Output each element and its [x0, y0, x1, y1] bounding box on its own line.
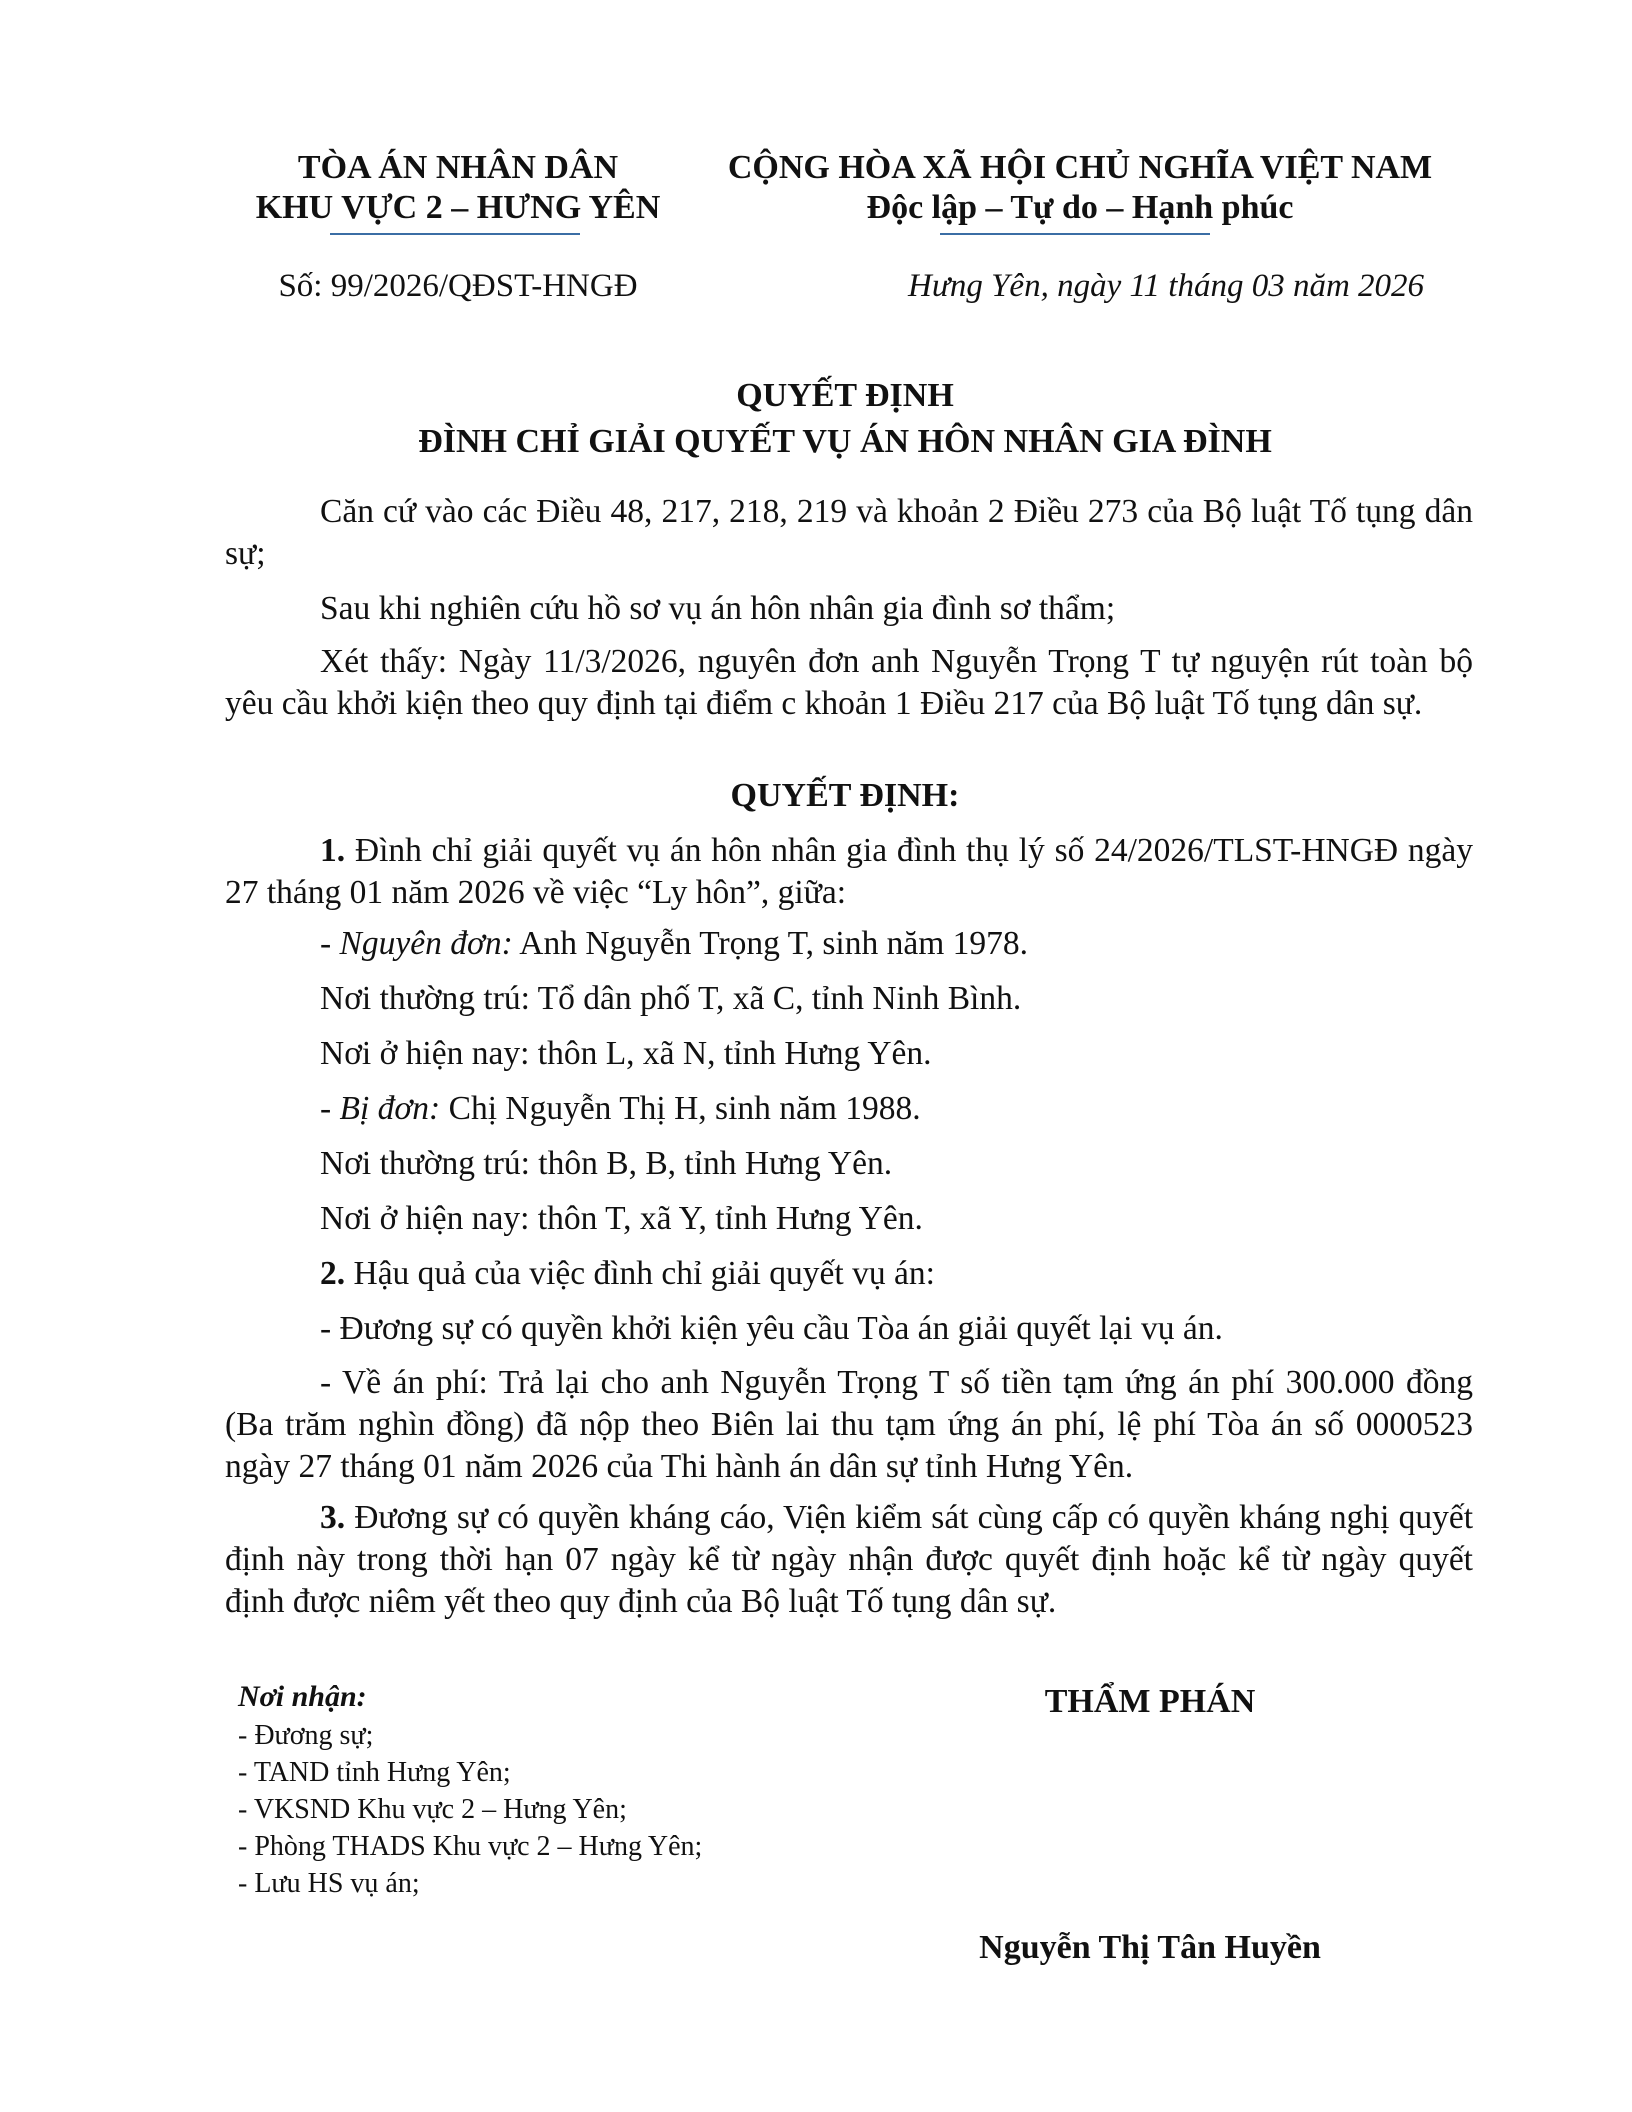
signer-name: Nguyễn Thị Tân Huyền: [979, 1929, 1321, 1966]
place-date: Hưng Yên, ngày 11 tháng 03 năm 2026: [908, 268, 1425, 304]
considering: Xét thấy: Ngày 11/3/2026, nguyên đơn anh Nguyễn Trọng T tự nguyện rút toàn bộ yêu cầu khởi kiện theo quy định tại điểm c khoản 1 Điều 217 của Bộ luật Tố tụng dân sự.: [225, 643, 1473, 722]
after-review: Sau khi nghiên cứu hồ sơ vụ án hôn nhân gia đình sơ thẩm;: [320, 590, 1116, 627]
document-number: Số: 99/2026/QĐST-HNGĐ: [278, 268, 638, 304]
nation-title: CỘNG HÒA XÃ HỘI CHỦ NGHĨA VIỆT NAM: [727, 149, 1433, 186]
recipient-item: - Đương sự;: [238, 1720, 374, 1751]
plaintiff-value: Anh Nguyễn Trọng T, sinh năm 1978.: [512, 925, 1029, 962]
court-name-line1: TÒA ÁN NHÂN DÂN: [297, 149, 619, 186]
decision-title: QUYẾT ĐỊNH: [736, 377, 954, 414]
court-fee: - Về án phí: Trả lại cho anh Nguyễn Trọng T số tiền tạm ứng án phí 300.000 đồng (Ba trăm nghìn đồng) đã nộp theo Biên lai thu tạm ứng án phí, lệ phí Tòa án số 0000523 ngày 27 tháng 01 năm 2026 của Thi hành án dân sự tỉnh Hưng Yên.: [225, 1364, 1473, 1485]
item-1-number: 1.: [320, 832, 346, 869]
recipient-item: - TAND tỉnh Hưng Yên;: [238, 1757, 511, 1788]
plaintiff-label: Nguyên đơn:: [339, 925, 513, 962]
defendant: [320, 1090, 921, 1128]
plaintiff: [320, 925, 1028, 963]
item-2-text: Hậu quả của việc đình chỉ giải quyết vụ án:: [345, 1255, 935, 1292]
defendant-value: Chị Nguyễn Thị H, sinh năm 1988.: [440, 1090, 921, 1127]
plaintiff-residence: Nơi thường trú: Tổ dân phố T, xã C, tỉnh Ninh Bình.: [320, 980, 1022, 1017]
motto-underline: [940, 233, 1210, 235]
court-underline: [330, 233, 580, 235]
item-2: [320, 1255, 935, 1293]
item-1-text: Đình chỉ giải quyết vụ án hôn nhân gia đình thụ lý số 24/2026/TLST-HNGĐ ngày 27 tháng 01 năm 2026 về việc “Ly hôn”, giữa:: [225, 832, 1473, 911]
plaintiff-prefix: -: [320, 925, 340, 962]
recipient-item: - Phòng THADS Khu vực 2 – Hưng Yên;: [238, 1831, 703, 1862]
decision-subtitle: ĐÌNH CHỈ GIẢI QUYẾT VỤ ÁN HÔN NHÂN GIA ĐÌNH: [418, 423, 1272, 460]
legal-basis: Căn cứ vào các Điều 48, 217, 218, 219 và khoản 2 Điều 273 của Bộ luật Tố tụng dân sự;: [225, 493, 1473, 572]
defendant-label: Bị đơn:: [339, 1090, 441, 1127]
defendant-current-address: Nơi ở hiện nay: thôn T, xã Y, tỉnh Hưng Yên.: [320, 1200, 923, 1237]
item-1: [225, 830, 1473, 914]
recipients-title: Nơi nhận:: [238, 1680, 367, 1713]
item-3-number: 3.: [320, 1499, 346, 1536]
recipient-item: - VKSND Khu vực 2 – Hưng Yên;: [238, 1794, 627, 1825]
right-to-resue: - Đương sự có quyền khởi kiện yêu cầu Tòa án giải quyết lại vụ án.: [320, 1310, 1223, 1347]
decision-heading: QUYẾT ĐỊNH:: [730, 777, 960, 814]
court-name-line2: KHU VỰC 2 – HƯNG YÊN: [255, 189, 661, 226]
plaintiff-current-address: Nơi ở hiện nay: thôn L, xã N, tỉnh Hưng Yên.: [320, 1035, 932, 1072]
recipient-item: - Lưu HS vụ án;: [238, 1868, 420, 1899]
item-3: [225, 1497, 1473, 1623]
nation-motto: Độc lập – Tự do – Hạnh phúc: [866, 189, 1294, 226]
defendant-residence: Nơi thường trú: thôn B, B, tỉnh Hưng Yên.: [320, 1145, 893, 1182]
defendant-prefix: -: [320, 1090, 340, 1127]
signature-title: THẨM PHÁN: [1044, 1683, 1256, 1720]
item-2-number: 2.: [320, 1255, 346, 1292]
item-3-text: Đương sự có quyền kháng cáo, Viện kiểm sát cùng cấp có quyền kháng nghị quyết định này trong thời hạn 07 ngày kể từ ngày nhận được quyết định hoặc kể từ ngày quyết định được niêm yết theo quy định của Bộ luật Tố tụng dân sự.: [225, 1499, 1473, 1620]
